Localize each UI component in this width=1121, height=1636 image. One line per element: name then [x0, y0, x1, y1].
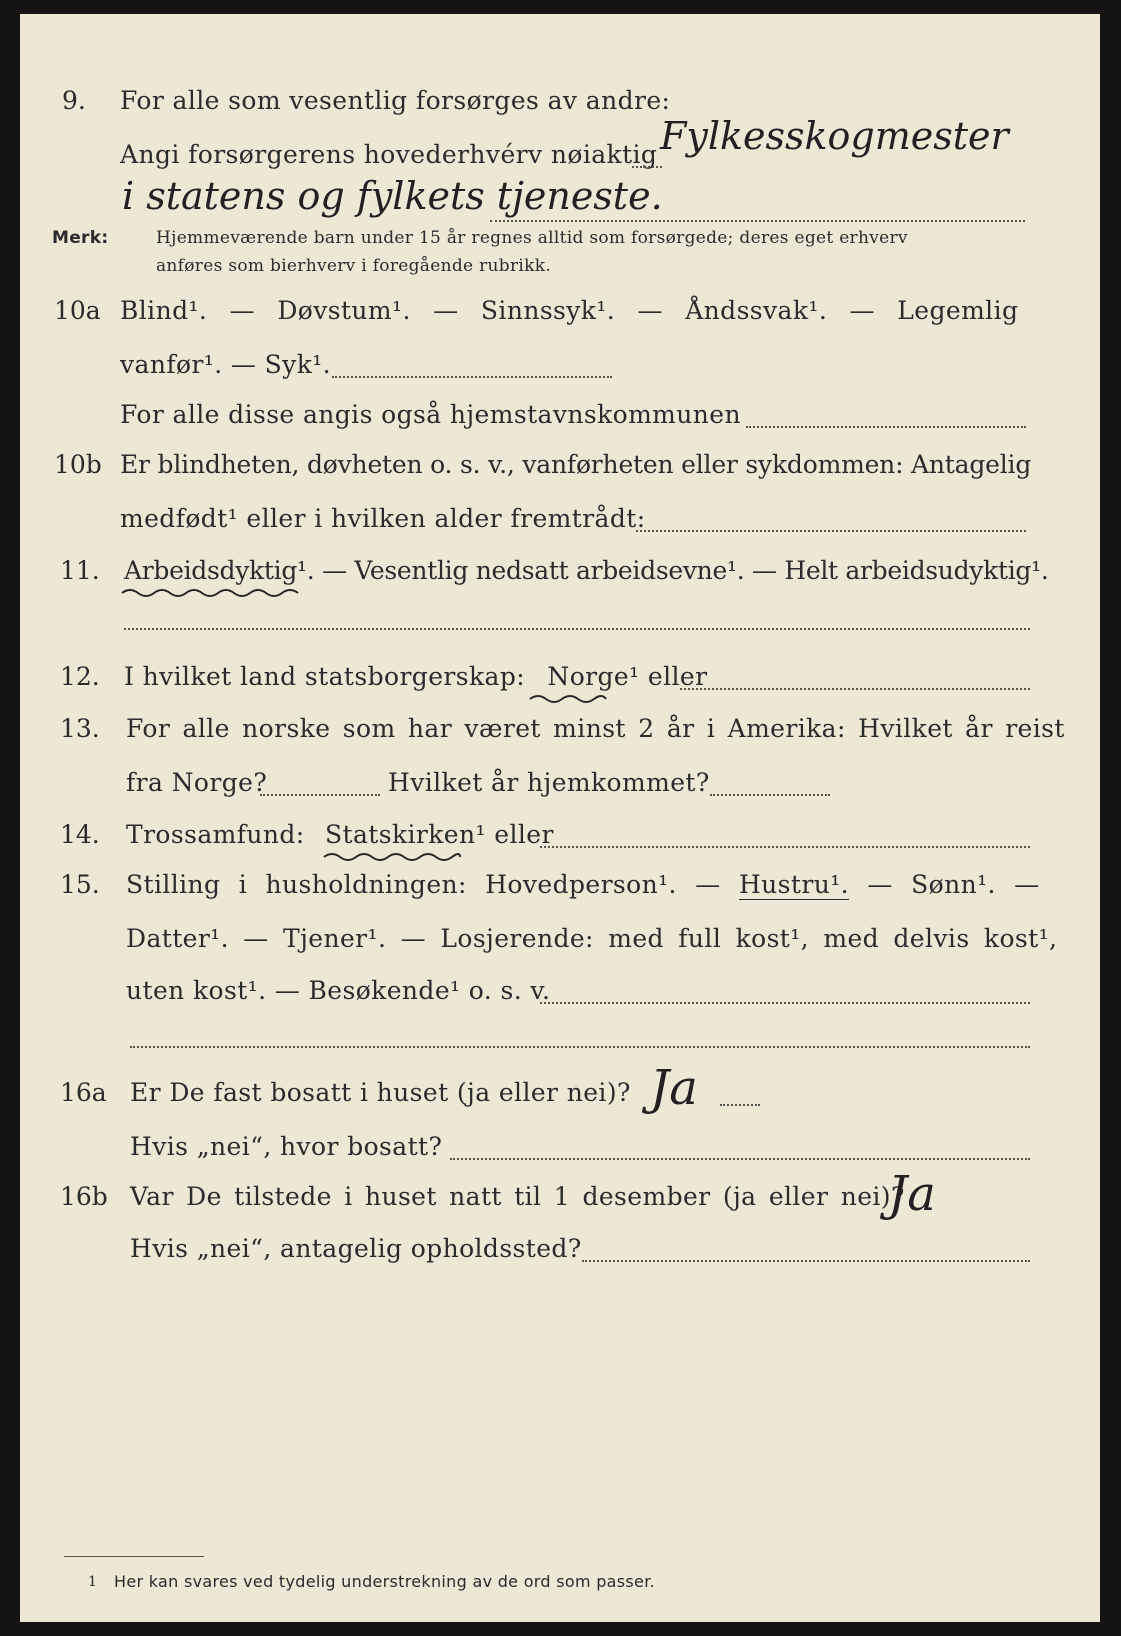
q9-line2: Angi forsørgerens hovederhvérv nøiaktig [120, 140, 658, 169]
census-form-page [20, 14, 1100, 1622]
q12-question: I hvilket land statsborgerskap: [124, 662, 526, 691]
q10b-dotted-line [636, 530, 1026, 532]
q16a-dotted-line [720, 1104, 760, 1106]
merk-line1: Hjemmeværende barn under 15 år regnes alltid som forsørgede; deres eget erhverv [156, 228, 908, 248]
q15-line1-end: — Sønn¹. — [867, 870, 1040, 899]
q13-line1: For alle norske som har været minst 2 år i Amerika: Hvilket år reist [126, 714, 1065, 743]
q12-eller: eller [647, 662, 708, 691]
q10a-line3: For alle disse angis også hjemstavnskommunen [120, 400, 741, 429]
q10a-dotted-line [332, 376, 612, 378]
q16b-number: 16b [60, 1182, 108, 1211]
q13-number: 13. [60, 714, 100, 743]
q11-dotted-line [124, 628, 1030, 630]
q9-number: 9. [62, 86, 86, 115]
q14-option-statskirken[interactable]: Statskirken¹ [325, 820, 486, 849]
q12-number: 12. [60, 662, 100, 691]
footnote-text: Her kan svares ved tydelig understrekning av de ord som passer. [114, 1572, 656, 1591]
merk-line2: anføres som bierhverv i foregående rubrikk. [156, 256, 552, 276]
q16b-handwritten-answer: Ja [888, 1166, 936, 1222]
q15-line2: Datter¹. — Tjener¹. — Losjerende: med full kost¹, med delvis kost¹, [126, 924, 1058, 953]
q10a-line1: Blind¹. — Døvstum¹. — Sinnssyk¹. — Åndssvak¹. — Legemlig [120, 296, 1019, 325]
q13-line2a: fra Norge? [126, 768, 268, 797]
q15-line1 [126, 870, 1040, 899]
q14-line [126, 820, 554, 849]
q10b-line2: medfødt¹ eller i hvilken alder fremtrådt: [120, 504, 646, 533]
q14-eller: eller [494, 820, 554, 849]
q10a-dotted-line-2 [746, 426, 1026, 428]
q11-number: 11. [60, 556, 100, 585]
q12-option-norge[interactable]: Norge¹ [547, 662, 640, 691]
q11-other-options: — Vesentlig nedsatt arbeidsevne¹. — Helt arbeidsudyktig¹. [314, 556, 1049, 585]
q9-dotted-line-2 [490, 220, 1025, 222]
q16a-line1: Er De fast bosatt i huset (ja eller nei)? [130, 1078, 631, 1107]
q10a-line2: vanfør¹. — Syk¹. [120, 350, 332, 379]
q13-dotted-line-2 [710, 794, 830, 796]
q16a-line2: Hvis „nei“, hvor bosatt? [130, 1132, 443, 1161]
q10a-number: 10a [54, 296, 101, 325]
q13-dotted-line-1 [260, 794, 380, 796]
q16b-line2: Hvis „nei“, antagelig opholdssted? [130, 1234, 582, 1263]
q11-underline-mark [120, 586, 300, 600]
q12-line [124, 662, 707, 691]
q12-underline-mark [528, 692, 608, 706]
q9-handwritten-answer-2: i statens og fylkets tjeneste. [122, 174, 663, 218]
merk-label: Merk: [52, 228, 109, 248]
q14-underline-mark [322, 850, 462, 864]
q16a-dotted-line-2 [450, 1158, 1030, 1160]
q15-dotted-line [540, 1002, 1030, 1004]
q9-dotted-line [632, 166, 662, 168]
q12-dotted-line [680, 688, 1030, 690]
q14-question: Trossamfund: [126, 820, 305, 849]
q16a-number: 16a [60, 1078, 107, 1107]
q16b-line1: Var De tilstede i huset natt til 1 desember (ja eller nei)? [130, 1182, 905, 1211]
q9-handwritten-answer-1: Fylkesskogmester [660, 114, 1009, 158]
q15-dotted-line-2 [130, 1046, 1030, 1048]
q15-number: 15. [60, 870, 100, 899]
q9-line1: For alle som vesentlig forsørges av andre: [120, 86, 671, 115]
q14-dotted-line [540, 846, 1030, 848]
q15-line3: uten kost¹. — Besøkende¹ o. s. v. [126, 976, 551, 1005]
q15-option-hustru[interactable]: Hustru¹. [738, 870, 849, 899]
q15-line1-start: Stilling i husholdningen: Hovedperson¹. — [126, 870, 721, 899]
q14-number: 14. [60, 820, 100, 849]
q10b-line1: Er blindheten, døvheten o. s. v., vanførheten eller sykdommen: Antagelig [120, 450, 1032, 479]
q16a-handwritten-answer: Ja [650, 1060, 698, 1116]
footnote-mark: 1 [88, 1574, 98, 1590]
q10b-number: 10b [54, 450, 102, 479]
q11-option-arbeidsdyktig[interactable]: Arbeidsdyktig¹. [124, 556, 315, 585]
q16b-dotted-line [582, 1260, 1030, 1262]
q13-line2b: Hvilket år hjemkommet? [388, 768, 710, 797]
footnote-rule [64, 1556, 204, 1557]
q11-line [124, 556, 1049, 585]
